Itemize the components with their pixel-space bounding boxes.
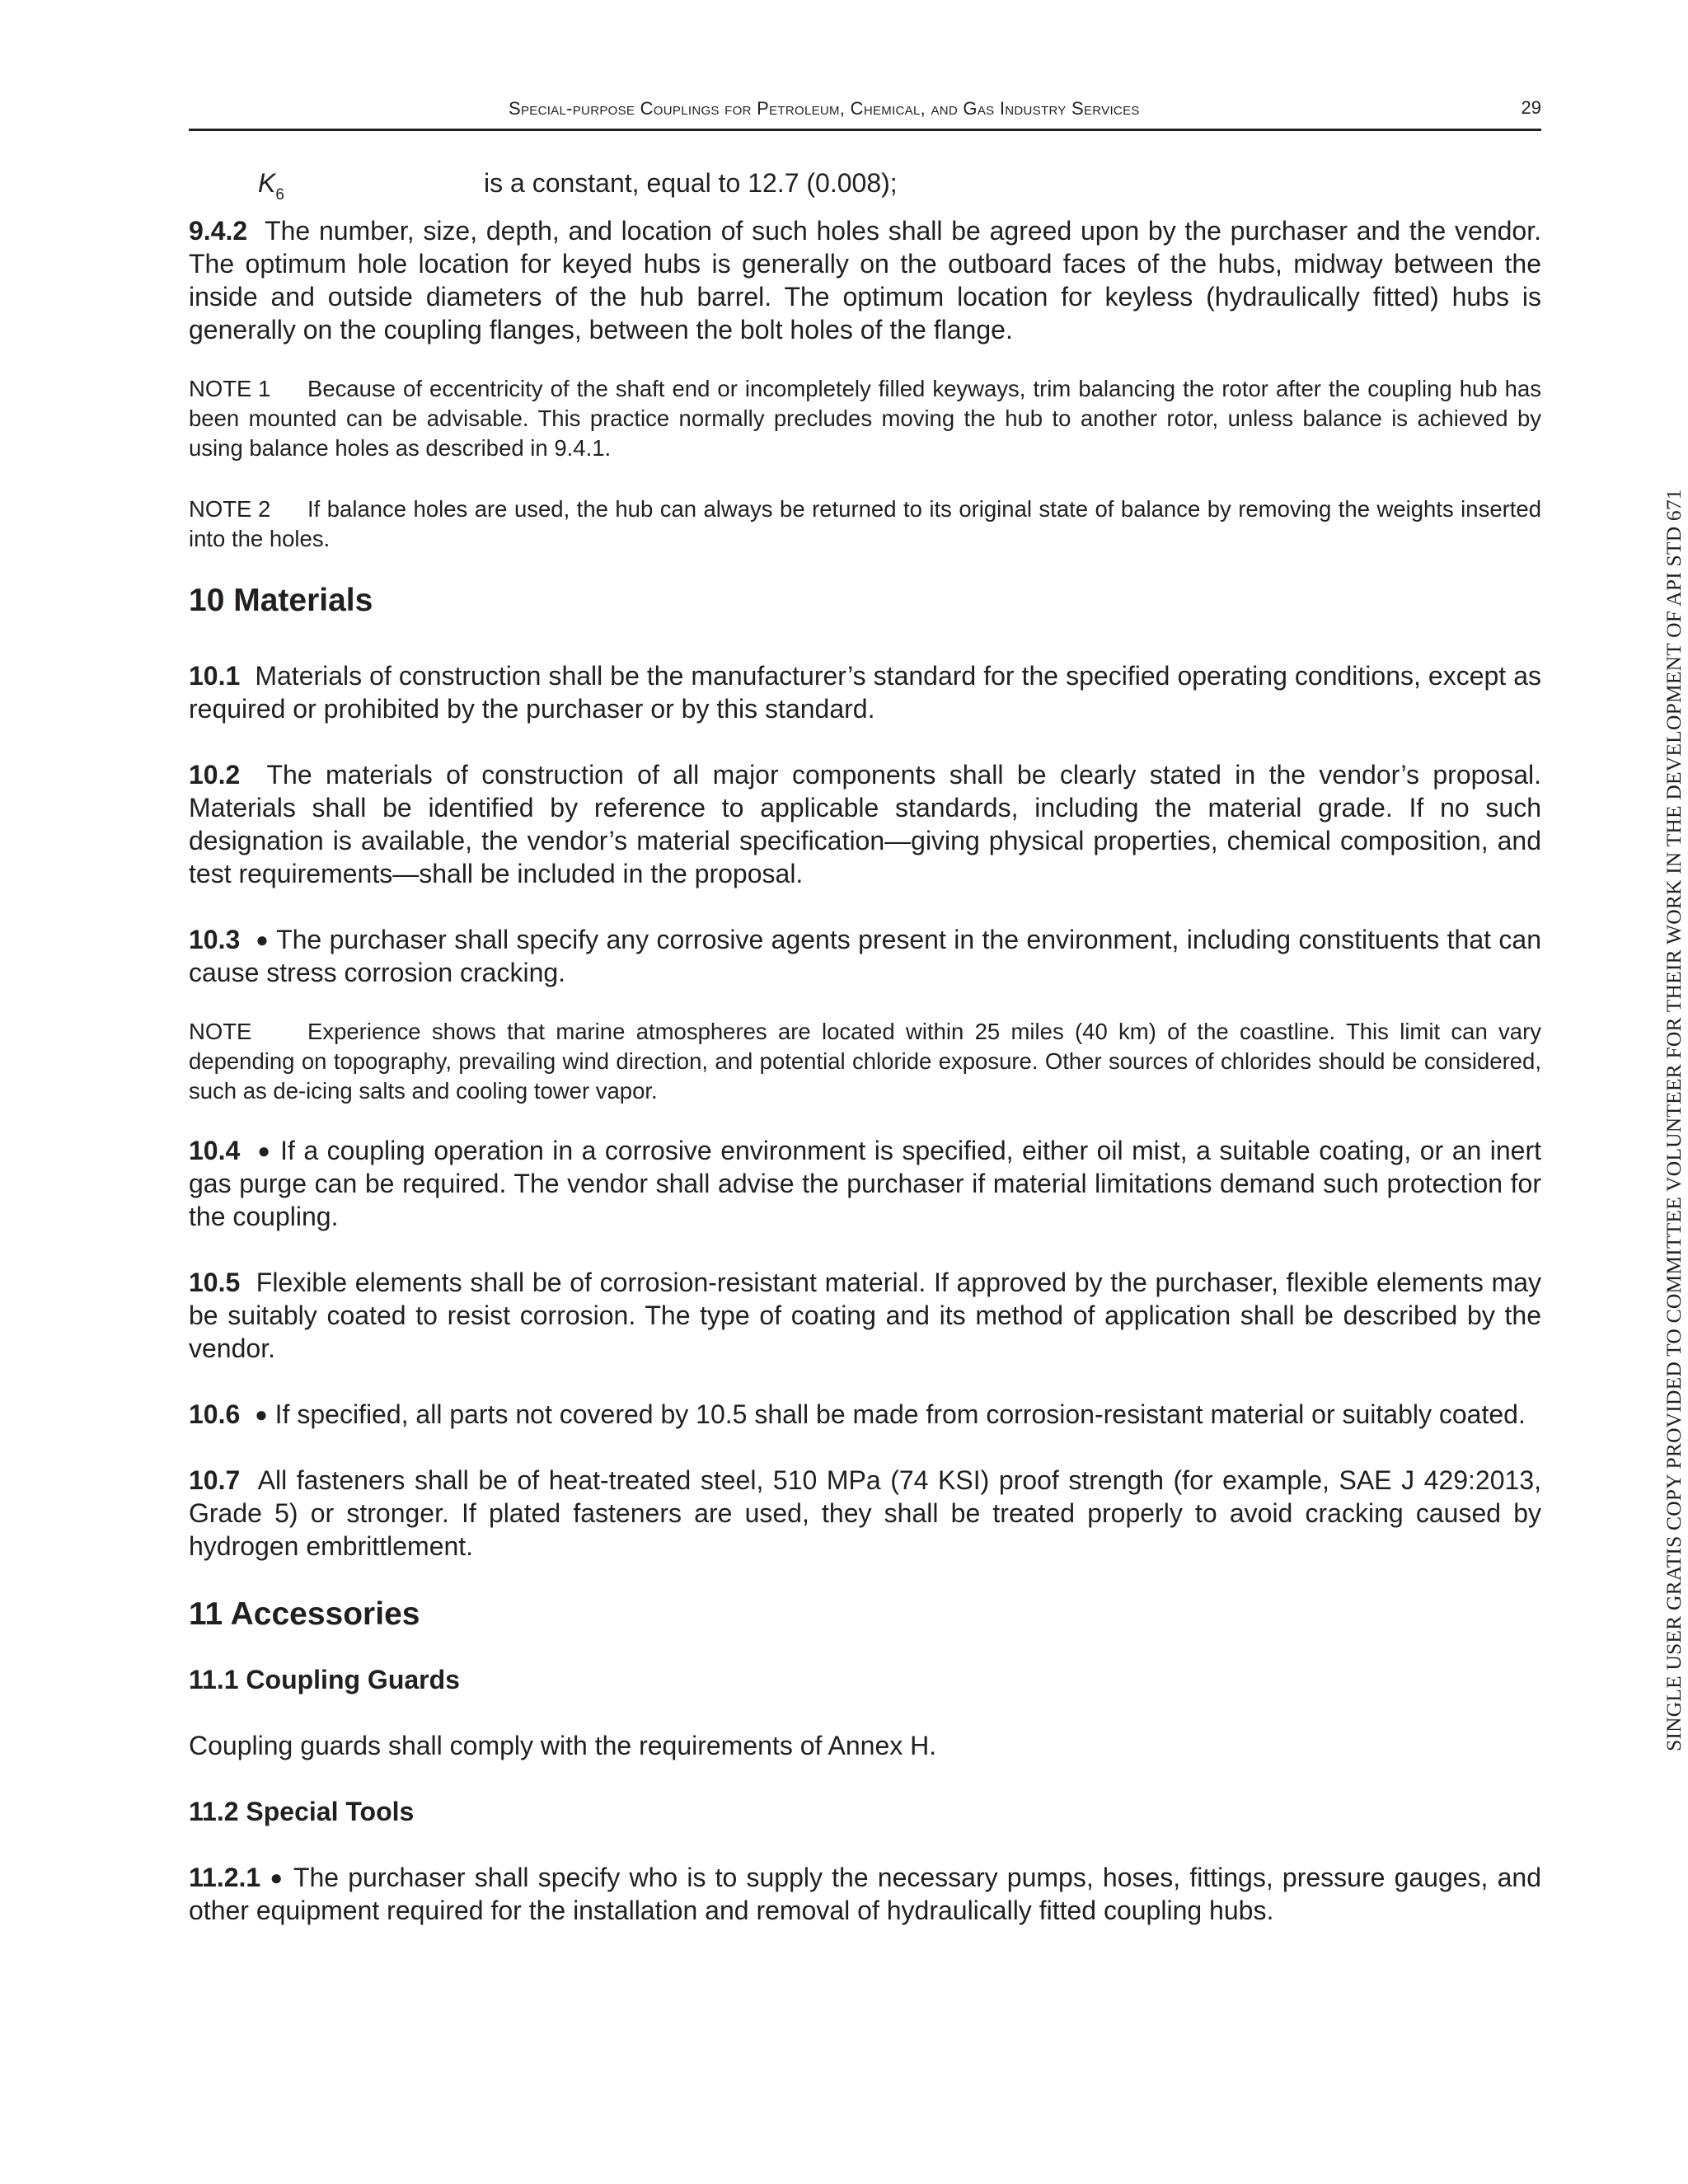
note-10-3 [189, 1017, 1541, 1106]
clause-number: 10.2 [189, 760, 241, 790]
definition-symbol [258, 168, 284, 204]
clause-text: Flexible elements shall be of corrosion-resistant material. If approved by the purchaser, flexible elements may be suitably coated to resist corrosion. The type of coating and its method of application shall be described by the vendor. [189, 1268, 1542, 1363]
bullet-icon: ● [255, 1402, 268, 1427]
note-text: If balance holes are used, the hub can always be returned to its original state of balance by removing the weights inserted into the holes. [189, 496, 1541, 551]
paragraph-11-1: Coupling guards shall comply with the requirements of Annex H. [189, 1731, 937, 1760]
paragraph-10-7 [189, 1464, 1541, 1563]
subsection-heading-11-2: 11.2 Special Tools [189, 1797, 415, 1826]
paragraph-10-2 [189, 758, 1541, 890]
definition-symbol-letter: K [258, 168, 276, 198]
clause-number: 9.4.2 [189, 216, 248, 246]
clause-number: 10.4 [189, 1136, 241, 1165]
paragraph-10-5 [189, 1266, 1541, 1365]
clause-text: The purchaser shall specify any corrosive agents present in the environment, including constituents that can cause stress corrosion cracking. [189, 925, 1541, 987]
running-title-text: Special-purpose Couplings for Petroleum, Chemical, and Gas Industry Services [509, 98, 1140, 119]
clause-text: If a coupling operation in a corrosive environment is specified, either oil mist, a suitable coating, or an inert gas purge can be required. The vendor shall advise the purchaser if material limitations demand such protection for the coupling. [189, 1136, 1542, 1231]
clause-text: If specified, all parts not covered by 10.5 shall be made from corrosion-resistant material or suitably coated. [274, 1399, 1526, 1429]
running-title [509, 98, 1140, 120]
paragraph-10-1 [189, 659, 1541, 725]
note-2 [189, 494, 1541, 554]
paragraph-11-2-1 [189, 1861, 1541, 1927]
clause-text: All fasteners shall be of heat-treated steel, 510 MPa (74 KSI) proof strength (for example, SAE J 429:2013, Grade 5) or stronger. If plated fasteners are used, they shall be treated properly to avoid cracking caused by hydrogen embrittlement. [189, 1465, 1541, 1561]
definition-text: is a constant, equal to 12.7 (0.008); [484, 168, 898, 198]
note-text: Experience shows that marine atmospheres are located within 25 miles (40 km) of the coastline. This limit can vary depending on topography, prevailing wind direction, and potential chloride exposure. Other sources of chlorides should be considered, such as de-icing salts and cooling tower vapor. [189, 1019, 1541, 1104]
note-label: NOTE 2 [189, 496, 271, 522]
clause-number: 10.3 [189, 925, 241, 954]
bullet-icon: ● [256, 927, 270, 952]
page-content [189, 162, 1541, 1927]
note-text: Because of eccentricity of the shaft end or incompletely filled keyways, trim balancing the rotor after the coupling hub has been mounted can be advisable. This practice normally precludes moving the hub to another rotor, unless balance is achieved by using balance holes as described in 9.4.1. [189, 376, 1541, 461]
clause-number: 10.5 [189, 1268, 241, 1297]
paragraph-10-4 [189, 1134, 1541, 1233]
clause-text: The purchaser shall specify who is to supply the necessary pumps, hoses, fittings, pressure gauges, and other equipment required for the installation and removal of hydraulically fitted coupling hubs. [189, 1863, 1541, 1925]
section-heading-10: 10 Materials [189, 583, 373, 618]
clause-number: 11.2.1 [189, 1863, 261, 1892]
note-label: NOTE 1 [189, 376, 271, 401]
definition-subscript: 6 [275, 186, 284, 204]
definition-row [189, 162, 1541, 204]
clause-text: Materials of construction shall be the manufacturer’s standard for the specified operating conditions, except as required or prohibited by the purchaser or by this standard. [189, 661, 1542, 724]
page-header [189, 97, 1541, 131]
section-heading-11: 11 Accessories [189, 1596, 420, 1632]
clause-text: The materials of construction of all major components shall be clearly stated in the vendor’s proposal. Materials shall be identified by reference to applicable standards, including the material grade. If no such designation is available, the vendor’s material specification—giving physical properties, chemical composition, and test requirements—shall be included in the proposal. [189, 760, 1542, 888]
note-1 [189, 374, 1541, 463]
paragraph-10-3 [189, 923, 1541, 989]
paragraph-9-4-2 [189, 214, 1541, 346]
paragraph-10-6 [189, 1398, 1541, 1431]
clause-number: 10.6 [189, 1399, 241, 1429]
page-number: 29 [1521, 97, 1541, 118]
side-watermark: SINGLE USER GRATIS COPY PROVIDED TO COMMITTEE VOLUNTEER FOR THEIR WORK IN THE DEVELOPMENT OF API STD 671 [1662, 489, 1686, 1751]
clause-text: The number, size, depth, and location of such holes shall be agreed upon by the purchaser and the vendor. The optimum hole location for keyed hubs is generally on the outboard faces of the hubs, midway between the inside and outside diameters of the hub barrel. The optimum location for keyless (hydraulically fitted) hubs is generally on the coupling flanges, between the bolt holes of the flange. [189, 216, 1542, 344]
bullet-icon: ● [270, 1865, 285, 1890]
note-label: NOTE [189, 1019, 252, 1044]
clause-number: 10.7 [189, 1465, 241, 1495]
subsection-heading-11-1: 11.1 Coupling Guards [189, 1665, 460, 1694]
bullet-icon: ● [257, 1138, 272, 1163]
clause-number: 10.1 [189, 661, 241, 691]
